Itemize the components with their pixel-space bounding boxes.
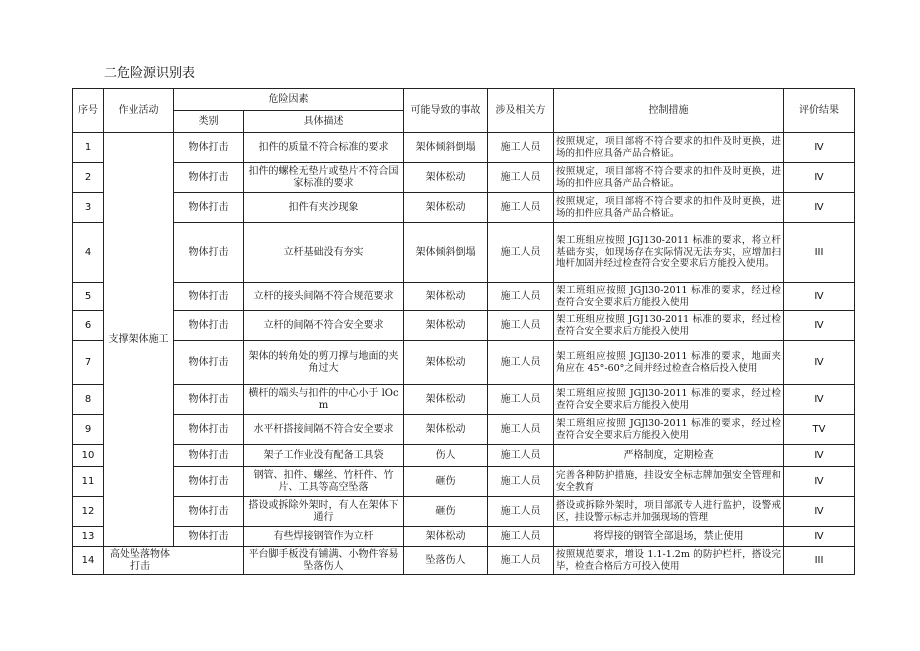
party-cell: 施工人员 [488, 497, 554, 527]
page-title: 二危险源识别表 [104, 66, 196, 81]
result-cell: Ⅳ [784, 163, 855, 193]
description-cell: 水平杆搭接间隔不符合安全要求 [244, 415, 404, 445]
consequence-cell: 架体松动 [404, 415, 488, 445]
activity-cell: 支撑架体施工 [104, 133, 174, 547]
category-cell: 物体打击 [174, 163, 244, 193]
party-cell: 施工人员 [488, 527, 554, 547]
table-row [73, 223, 855, 283]
header-hazard-factor: 危险因素 [174, 89, 404, 111]
row-number: 10 [73, 445, 104, 467]
category-cell: 物体打击 [174, 193, 244, 223]
result-cell: Ⅳ [784, 133, 855, 163]
control-cell: 按照规定，项目部将不符合要求的扣件及时更换，进场的扣件应具备产品合格证。 [554, 133, 784, 163]
header-control: 控制措施 [554, 89, 784, 133]
control-cell: 架工班组应按照 JGJ130-2011 标准的要求，经过检查符合安全要求后方能投入使用 [554, 311, 784, 341]
consequence-cell: 砸伤 [404, 497, 488, 527]
table-row [73, 283, 855, 311]
control-cell: 完善各种防护措施，挂设安全标志牌加强安全管理和安全教育 [554, 467, 784, 497]
result-cell: Ⅳ [784, 497, 855, 527]
table-row [73, 445, 855, 467]
description-cell: 搭设或拆除外架时，有人在架体下通行 [244, 497, 404, 527]
party-cell: 施工人员 [488, 311, 554, 341]
party-cell: 施工人员 [488, 193, 554, 223]
description-cell: 横杆的端头与扣件的中心小于 lOcm [244, 385, 404, 415]
description-cell: 扣件有夹沙现象 [244, 193, 404, 223]
hazard-table [72, 88, 855, 575]
category-cell: 物体打击 [174, 385, 244, 415]
table-row [73, 547, 855, 575]
control-cell: 架工班组应按照 JGJl30-2011 标准的要求，经过检查符合安全要求后方能投入使用 [554, 283, 784, 311]
party-cell: 施工人员 [488, 133, 554, 163]
control-cell: 严格制度，定期检查 [554, 445, 784, 467]
control-cell: 将焊接的钢管全部退场，禁止使用 [554, 527, 784, 547]
table-row [73, 385, 855, 415]
control-cell: 架工班组应按照 JGJl30-2011 标准的要求，经过检查符合安全要求后方能投入使用 [554, 415, 784, 445]
party-cell: 施工人员 [488, 445, 554, 467]
consequence-cell: 架体松动 [404, 311, 488, 341]
row-number: 3 [73, 193, 104, 223]
header-result: 评价结果 [784, 89, 855, 133]
consequence-cell: 架体倾斜倒塌 [404, 133, 488, 163]
control-cell: 按照规定，项目部将不符合要求的扣件及时更换，进场的扣件应具备产品合格证。 [554, 193, 784, 223]
row-number: 5 [73, 283, 104, 311]
description-cell: 立杆的间隔不符合安全要求 [244, 311, 404, 341]
control-cell: 按照规范要求，增设 1.1-1.2m 的防护栏杆，搭设完毕，检查合格后方可投入使用 [554, 547, 784, 575]
consequence-cell: 坠落伤人 [404, 547, 488, 575]
consequence-cell: 架体倾斜倒塌 [404, 223, 488, 283]
description-cell: 扣件的质量不符合标准的要求 [244, 133, 404, 163]
category-cell: 物体打击 [174, 283, 244, 311]
party-cell: 施工人员 [488, 223, 554, 283]
party-cell: 施工人员 [488, 385, 554, 415]
result-cell: Ⅳ [784, 193, 855, 223]
table-row [73, 311, 855, 341]
consequence-cell: 架体松动 [404, 385, 488, 415]
party-cell: 施工人员 [488, 547, 554, 575]
result-cell: Ⅳ [784, 445, 855, 467]
category-cell: 物体打击 [174, 497, 244, 527]
consequence-cell: 架体松动 [404, 527, 488, 547]
category-cell: 物体打击 [174, 311, 244, 341]
table-row [73, 467, 855, 497]
header-seq: 序号 [73, 89, 104, 133]
table-row [73, 415, 855, 445]
result-cell: Ⅳ [784, 467, 855, 497]
description-cell: 扣件的螺栓无垫片或垫片不符合国家标准的要求 [244, 163, 404, 193]
category-cell: 物体打击 [174, 527, 244, 547]
result-cell: Ⅳ [784, 527, 855, 547]
party-cell: 施工人员 [488, 467, 554, 497]
party-cell: 施工人员 [488, 283, 554, 311]
description-cell: 架子工作业没有配备工具袋 [244, 445, 404, 467]
party-cell: 施工人员 [488, 341, 554, 385]
row-number: 1 [73, 133, 104, 163]
row-number: 12 [73, 497, 104, 527]
row-number: 8 [73, 385, 104, 415]
description-cell: 立杆基础没有夯实 [244, 223, 404, 283]
consequence-cell: 伤人 [404, 445, 488, 467]
header-activity: 作业活动 [104, 89, 174, 133]
row-number: 7 [73, 341, 104, 385]
result-cell: III [784, 547, 855, 575]
result-cell: TV [784, 415, 855, 445]
control-cell: 架工班组应按照 JGJ130-2011 标准的要求，将立杆基础夯实，如现场存在实际情况无法夯实，应增加扫地杆加固并经过检查符合安全要求后方能投入使用。 [554, 223, 784, 283]
category-cell: 物体打击 [174, 223, 244, 283]
control-cell: 架工班组应按照 JGJl30-2011 标准的要求，经过检查符合安全要求后方能投入使用 [554, 385, 784, 415]
row-number: 14 [73, 547, 104, 575]
description-cell: 架体的转角处的剪刀撑与地面的夹角过大 [244, 341, 404, 385]
party-cell: 施工人员 [488, 415, 554, 445]
party-cell: 施工人员 [488, 163, 554, 193]
table-row [73, 193, 855, 223]
category-cell: 物体打击 [174, 133, 244, 163]
category-cell: 物体打击 [174, 467, 244, 497]
header-category: 类别 [174, 111, 244, 133]
table-row [73, 163, 855, 193]
row-number: 13 [73, 527, 104, 547]
row-number: 9 [73, 415, 104, 445]
activity-cell: 高处坠落物体打击 [104, 547, 244, 575]
header-consequence: 可能导致的事故 [404, 89, 488, 133]
consequence-cell: 架体松动 [404, 193, 488, 223]
consequence-cell: 架体松动 [404, 283, 488, 311]
consequence-cell: 架体松动 [404, 341, 488, 385]
row-number: 4 [73, 223, 104, 283]
result-cell: Ⅳ [784, 341, 855, 385]
category-cell: 物体打击 [174, 415, 244, 445]
control-cell: 搭设或拆除外架时，项目部派专人进行监护，设警戒区，挂设警示标志并加强现场的管理 [554, 497, 784, 527]
control-cell: 架工班组应按照 JGJl30-2011 标准的要求，地面夹角应在 45°-60°之间并经过检查合格后投入使用 [554, 341, 784, 385]
category-cell: 物体打击 [174, 341, 244, 385]
result-cell: Ⅳ [784, 283, 855, 311]
row-number: 11 [73, 467, 104, 497]
table-row [73, 497, 855, 527]
result-cell: Ⅳ [784, 311, 855, 341]
description-cell: 钢管、扣件、螺丝、竹杆件、竹片、工具等高空坠落 [244, 467, 404, 497]
table-row [73, 133, 855, 163]
category-cell: 物体打击 [174, 445, 244, 467]
description-cell: 平台脚手板没有铺满、小物件容易坠落伤人 [244, 547, 404, 575]
result-cell: Ⅳ [784, 385, 855, 415]
row-number: 6 [73, 311, 104, 341]
description-cell: 有些焊接钢管作为立杆 [244, 527, 404, 547]
header-description: 具体描述 [244, 111, 404, 133]
table-row [73, 341, 855, 385]
consequence-cell: 砸伤 [404, 467, 488, 497]
row-number: 2 [73, 163, 104, 193]
control-cell: 按照规定，项目部将不符合要求的扣件及时更换，进场的扣件应具备产品合格证。 [554, 163, 784, 193]
consequence-cell: 架体松动 [404, 163, 488, 193]
result-cell: III [784, 223, 855, 283]
description-cell: 立杆的接头间隔不符合规范要求 [244, 283, 404, 311]
table-row [73, 527, 855, 547]
header-parties: 涉及相关方 [488, 89, 554, 133]
